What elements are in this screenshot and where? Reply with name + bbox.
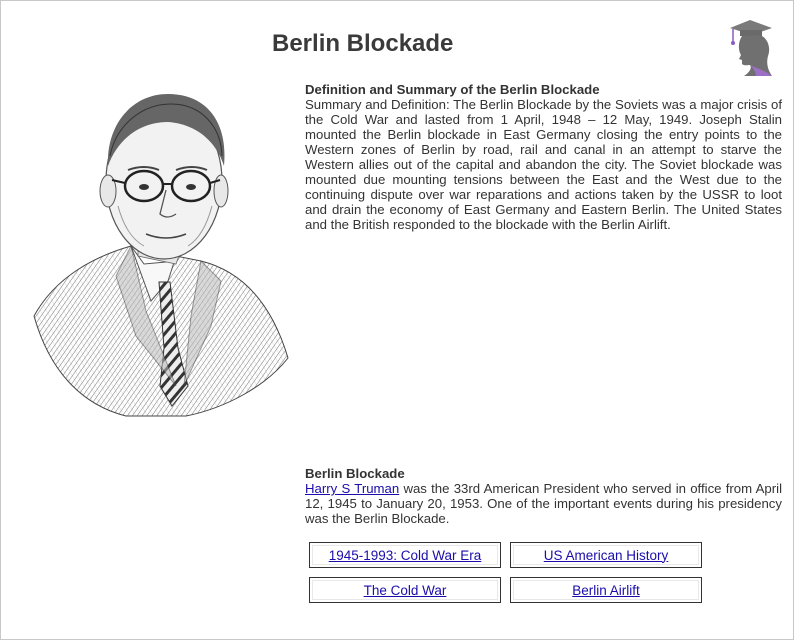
berlin-airlift-link-button[interactable]: Berlin Airlift [510, 577, 702, 603]
president-text [305, 481, 782, 526]
cold-war-era-link-button[interactable]: 1945-1993: Cold War Era [309, 542, 501, 568]
harry-truman-portrait [26, 86, 294, 420]
president-heading: Berlin Blockade [305, 466, 405, 481]
harry-truman-link[interactable]: Harry S Truman [305, 481, 400, 496]
us-american-history-link-button[interactable]: US American History [510, 542, 702, 568]
definition-section [305, 82, 782, 232]
definition-text: Summary and Definition: The Berlin Blockade by the Soviets was a major crisis of the Cold War and lasted from 1 April, 1948 – 12 May, 1949. Joseph Stalin mounted the Berlin blockade in East Germany closing the entry points to the Western zones of Berlin by road, rail and canal in an attempt to starve the Western allies out of the capital and abandon the city. The Soviet blockade was mounted due mounting tensions between the East and the West due to the continuing dispute over war reparations and actions taken by the USSR to loot and drain the economy of East Germany and Eastern Berlin. The United States and the British responded to the blockade with the Berlin Airlift. [305, 97, 782, 232]
graduate-head-logo-icon [726, 18, 776, 76]
page-title: Berlin Blockade [272, 30, 454, 57]
president-text-rest: was the 33rd American President who served in office from April 12, 1945 to January 20, 1953. One of the important events during his presidency was the Berlin Blockade. [305, 481, 782, 526]
definition-heading: Definition and Summary of the Berlin Blockade [305, 82, 600, 97]
the-cold-war-link-button[interactable]: The Cold War [309, 577, 501, 603]
president-section [305, 466, 782, 526]
